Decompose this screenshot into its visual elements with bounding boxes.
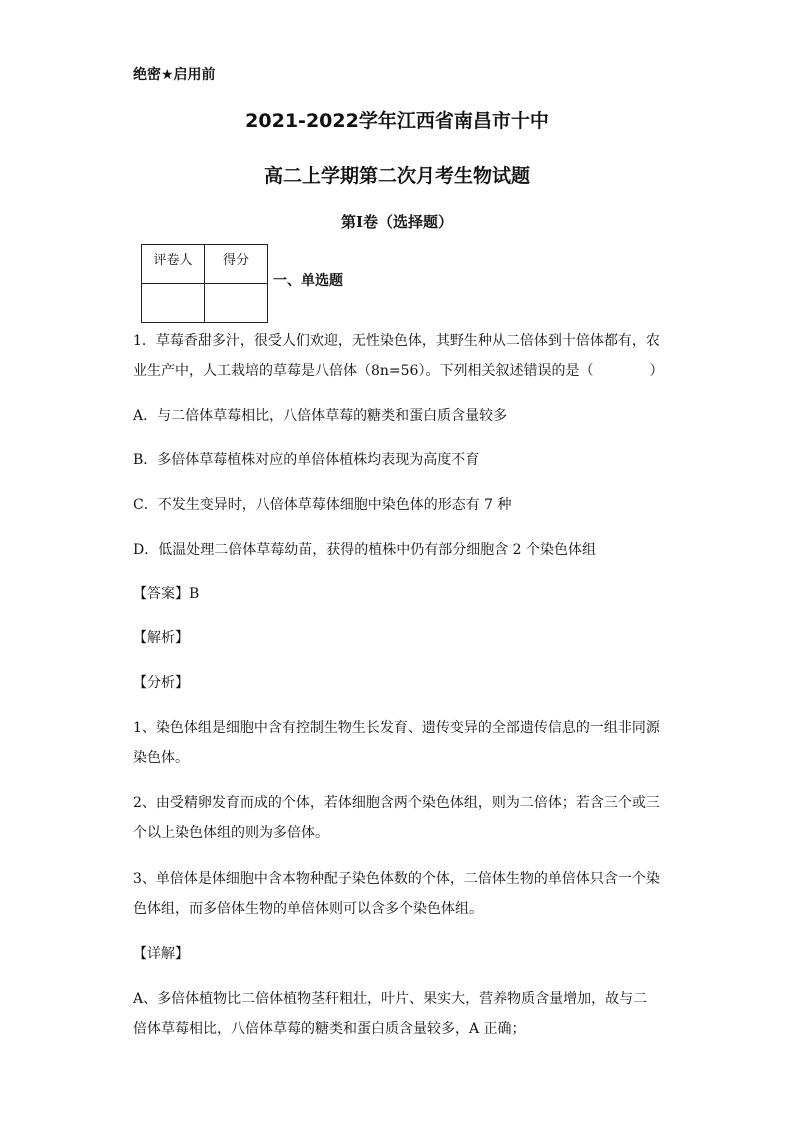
- detail-line2: 倍体草莓相比，八倍体草莓的糖类和蛋白质含量较多，A 正确；: [133, 1021, 526, 1037]
- section-heading: 一、单选题: [273, 273, 343, 289]
- score-blank-cell: [205, 284, 268, 323]
- analysis-point-2-line1: 2、由受精卵发育而成的个体，若体细胞含两个染色体组，则为二倍体；若含三个或三: [133, 795, 660, 811]
- analysis-point-2-line2: 个以上染色体组的则为多倍体。: [133, 825, 329, 841]
- analysis-point-1-line1: 1、染色体组是细胞中含有控制生物生长发育、遗传变异的全部遗传信息的一组非同源: [133, 720, 660, 736]
- detail-heading: 【详解】: [133, 946, 189, 962]
- confidential-label: 绝密★启用前: [133, 67, 216, 83]
- option-b: B．多倍体草莓植株对应的单倍体植株均表现为高度不育: [133, 452, 480, 468]
- volume-heading: 第I卷（选择题）: [340, 213, 454, 231]
- analysis-heading: 【解析】: [133, 630, 189, 646]
- grader-header-cell: 评卷人: [142, 245, 205, 284]
- analysis-point-3-line1: 3、单倍体是体细胞中含本物种配子染色体数的个体，二倍体生物的单倍体只含一个染: [133, 871, 660, 887]
- exam-title-line1: 2021-2022学年江西省南昌市十中: [245, 110, 549, 132]
- detail-line1: A、多倍体植物比二倍体植物茎秆粗壮，叶片、果实大，营养物质含量增加，故与二: [133, 991, 648, 1007]
- score-header-cell: 得分: [205, 245, 268, 284]
- fenxi-heading: 【分析】: [133, 675, 189, 691]
- analysis-point-3-line2: 色体组，而多倍体生物的单倍体则可以含多个染色体组。: [133, 901, 483, 917]
- question-stem-line2: 业生产中，人工栽培的草莓是八倍体（8n=56）。下列相关叙述错误的是（ ）: [133, 363, 664, 379]
- question-stem-line1: 1．草莓香甜多汁，很受人们欢迎，无性染色体，其野生种从二倍体到十倍体都有，农: [133, 333, 660, 349]
- answer-line: 【答案】B: [133, 586, 200, 602]
- option-c: C．不发生变异时，八倍体草莓体细胞中染色体的形态有 7 种: [133, 497, 512, 513]
- option-d: D．低温处理二倍体草莓幼苗，获得的植株中仍有部分细胞含 2 个染色体组: [133, 542, 597, 558]
- score-table: [141, 244, 268, 323]
- analysis-point-1-line2: 染色体。: [133, 750, 189, 766]
- option-a: A．与二倍体草莓相比，八倍体草莓的糖类和蛋白质含量较多: [133, 408, 508, 424]
- exam-title-line2: 高二上学期第二次月考生物试题: [263, 165, 530, 187]
- grader-blank-cell: [142, 284, 205, 323]
